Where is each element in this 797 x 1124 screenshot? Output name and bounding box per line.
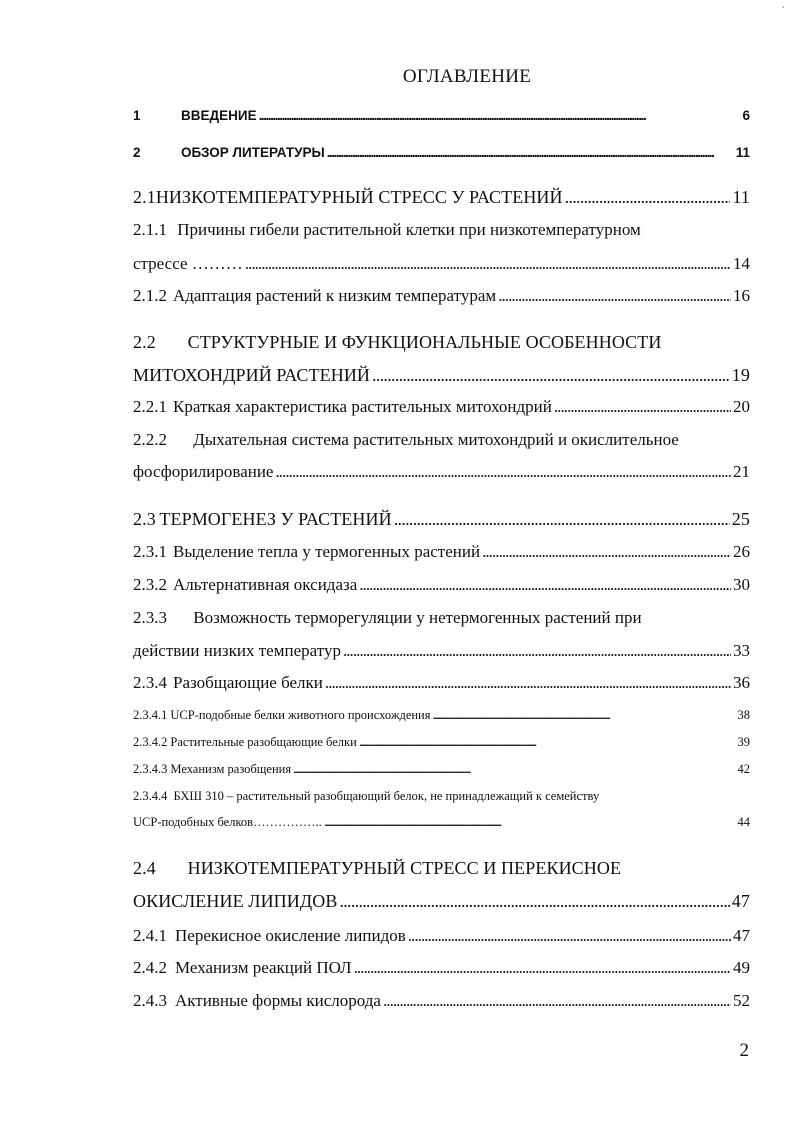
- toc-page: 6: [742, 108, 750, 123]
- toc-entry[interactable]: [133, 462, 750, 482]
- dot-leader: [275, 462, 731, 482]
- toc-page: 49: [733, 958, 750, 977]
- page-number: 2: [739, 1040, 749, 1061]
- toc-entry-line1[interactable]: [133, 332, 661, 353]
- dot-leader: [554, 397, 731, 417]
- toc-label: Растительные разобщающие белки: [170, 735, 357, 749]
- toc-entry[interactable]: [133, 108, 750, 123]
- toc-page: 16: [733, 286, 750, 305]
- toc-number: 1: [133, 108, 141, 123]
- toc-number: 2.4.1: [133, 926, 167, 945]
- toc-label: Выделение тепла у термогенных растений: [173, 542, 481, 561]
- toc-label: Причины гибели растительной клетки при низкотемпературном: [177, 220, 641, 239]
- toc-label: Разобщающие белки: [173, 673, 323, 692]
- dot-leader: [354, 958, 731, 978]
- toc-entry-line1[interactable]: [133, 430, 679, 450]
- toc-entry[interactable]: [133, 365, 750, 386]
- dot-leader: [339, 891, 729, 912]
- toc-number: 2.4.3: [133, 991, 167, 1010]
- scan-mark: `: [781, 6, 785, 17]
- toc-label-cont: фосфорилирование: [133, 462, 274, 481]
- toc-page: 38: [737, 708, 750, 722]
- dot-leader: [408, 926, 731, 946]
- toc-entry[interactable]: [133, 735, 750, 750]
- toc-label-cont: МИТОХОНДРИЙ РАСТЕНИЙ: [133, 365, 371, 385]
- dot-leader: [482, 542, 731, 562]
- dot-leader: [259, 108, 741, 123]
- toc-number: 2.2.2: [133, 430, 167, 449]
- toc-page: 39: [737, 735, 750, 749]
- dot-leader: [383, 991, 731, 1011]
- toc-label: СТРУКТУРНЫЕ И ФУНКЦИОНАЛЬНЫЕ ОСОБЕННОСТИ: [187, 332, 662, 352]
- toc-page: 36: [733, 673, 750, 692]
- toc-page: 19: [731, 365, 750, 385]
- toc-page: 20: [733, 397, 750, 416]
- toc-entry[interactable]: [133, 575, 750, 595]
- dot-leader: [359, 575, 731, 595]
- toc-entry[interactable]: [133, 254, 750, 274]
- toc-entry[interactable]: [133, 708, 750, 723]
- dot-leader: [433, 708, 736, 723]
- toc-label: UCP-подобные белки животного происхождения: [170, 708, 431, 722]
- toc-entry-line1[interactable]: [133, 789, 599, 804]
- toc-entry-line1[interactable]: [133, 220, 641, 240]
- toc-label: Дыхательная система растительных митохондрий и окислительное: [193, 430, 679, 449]
- toc-label: БХШ 310 – растительный разобщающий белок, не принадлежащий к семейству: [173, 789, 600, 803]
- toc-label: ОБЗОР ЛИТЕРАТУРЫ: [181, 145, 325, 160]
- toc-label: НИЗКОТЕМПЕРАТУРНЫЙ СТРЕСС И ПЕРЕКИСНОЕ: [187, 858, 622, 878]
- toc-number: 2: [133, 145, 141, 160]
- dot-leader: [343, 641, 731, 661]
- toc-entry[interactable]: [133, 762, 750, 777]
- toc-label: Альтернативная оксидаза: [173, 575, 358, 594]
- dot-leader: [394, 509, 730, 530]
- toc-page: 25: [731, 509, 750, 529]
- toc-number: 2.3.4: [133, 673, 167, 692]
- toc-number: 2.3.4.4: [133, 789, 168, 803]
- toc-label: Активные формы кислорода: [175, 991, 381, 1010]
- dot-leader: [327, 145, 734, 160]
- toc-entry[interactable]: [133, 958, 750, 978]
- toc-label: Краткая характеристика растительных митохондрий: [173, 397, 552, 416]
- toc-page: 21: [733, 462, 750, 481]
- toc-page: 11: [732, 187, 750, 207]
- toc-label: Механизм реакций ПОЛ: [175, 958, 352, 977]
- toc-number: 2.3: [133, 509, 156, 529]
- toc-number: 2.4: [133, 858, 156, 878]
- toc-entry[interactable]: [133, 145, 750, 160]
- toc-page: 44: [737, 815, 750, 829]
- toc-entry[interactable]: [133, 991, 750, 1011]
- toc-label: ВВЕДЕНИЕ: [181, 108, 257, 123]
- toc-number: 2.4.2: [133, 958, 167, 977]
- toc-page: 30: [733, 575, 750, 594]
- dot-leader: [372, 365, 730, 386]
- toc-number: 2.3.4.1: [133, 708, 168, 722]
- toc-label-cont: стрессе ………: [133, 254, 243, 273]
- toc-entry[interactable]: [133, 397, 750, 417]
- toc-label-cont: UCP-подобных белков……………..: [133, 815, 322, 829]
- toc-entry[interactable]: [133, 286, 750, 306]
- toc-page: 47: [733, 926, 750, 945]
- toc-number: 2.3.2: [133, 575, 167, 594]
- toc-label: Возможность терморегуляции у нетермогенных растений при: [193, 608, 642, 627]
- toc-number: 2.3.1: [133, 542, 167, 561]
- toc-page: 11: [735, 145, 750, 160]
- toc-entry[interactable]: [133, 673, 750, 693]
- toc-entry[interactable]: [133, 815, 750, 830]
- toc-number: 2.1.2: [133, 286, 167, 305]
- toc-number: 2.3.4.2: [133, 735, 168, 749]
- toc-page: 52: [733, 991, 750, 1010]
- toc-entry[interactable]: [133, 542, 750, 562]
- toc-page: 33: [733, 641, 750, 660]
- toc-entry-line1[interactable]: [133, 858, 621, 879]
- toc-label: НИЗКОТЕМПЕРАТУРНЫЙ СТРЕСС У РАСТЕНИЙ: [155, 187, 563, 207]
- dot-leader: [324, 815, 736, 830]
- page-title: ОГЛАВЛЕНИЕ: [402, 66, 532, 87]
- toc-page: 26: [733, 542, 750, 561]
- dot-leader: [498, 286, 731, 306]
- toc-entry[interactable]: [133, 891, 750, 912]
- toc-number: 2.3.3: [133, 608, 167, 627]
- toc-number: 2.1: [133, 187, 156, 207]
- dot-leader: [293, 762, 735, 777]
- toc-label: Механизм разобщения: [170, 762, 292, 776]
- toc-entry-line1[interactable]: [133, 608, 642, 628]
- toc-entry[interactable]: [133, 641, 750, 661]
- toc-label: Адаптация растений к низким температурам: [173, 286, 497, 305]
- toc-page: 47: [731, 891, 750, 911]
- toc-label: Перекисное окисление липидов: [175, 926, 406, 945]
- toc-page: 42: [737, 762, 750, 776]
- dot-leader: [325, 673, 731, 693]
- toc-number: 2.3.4.3: [133, 762, 168, 776]
- toc-entry[interactable]: [133, 187, 750, 208]
- toc-page: 14: [733, 254, 750, 273]
- toc-number: 2.1.1: [133, 220, 167, 239]
- dot-leader: [359, 735, 736, 750]
- toc-number: 2.2.1: [133, 397, 167, 416]
- toc-number: 2.2: [133, 332, 156, 352]
- toc-entry[interactable]: [133, 509, 750, 530]
- toc-label-cont: действии низких температур: [133, 641, 341, 660]
- dot-leader: [565, 187, 731, 208]
- toc-label-cont: ОКИСЛЕНИЕ ЛИПИДОВ: [133, 891, 338, 911]
- toc-entry[interactable]: [133, 926, 750, 946]
- toc-label: ТЕРМОГЕНЕЗ У РАСТЕНИЙ: [159, 509, 392, 529]
- dot-leader: [245, 254, 731, 274]
